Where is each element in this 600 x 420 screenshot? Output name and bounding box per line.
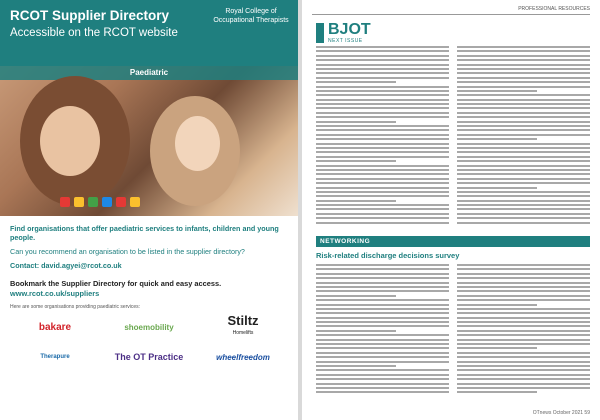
networking-label: NETWORKING	[316, 236, 590, 247]
text-line	[457, 138, 537, 140]
text-line	[457, 165, 590, 167]
bjot-article-body	[316, 46, 590, 224]
text-line	[316, 222, 449, 224]
products-caption: Here are some organisations providing paediatric services:	[10, 304, 141, 310]
text-line	[457, 365, 590, 367]
text-line	[316, 352, 449, 354]
text-line	[457, 50, 590, 52]
text-line	[316, 160, 396, 162]
text-line	[457, 156, 590, 158]
text-line	[457, 325, 590, 327]
text-line	[316, 200, 396, 202]
text-line	[457, 46, 590, 48]
text-line	[316, 308, 449, 310]
text-line	[457, 134, 590, 136]
text-line	[316, 107, 449, 109]
text-line	[457, 387, 590, 389]
bjot-column-right	[457, 46, 590, 224]
text-line	[457, 182, 590, 184]
text-line	[316, 187, 449, 189]
bakare-logo[interactable]: bakare	[38, 321, 72, 333]
text-line	[457, 334, 590, 336]
text-line	[316, 365, 396, 367]
text-line	[457, 72, 590, 74]
text-line	[316, 321, 449, 323]
text-line	[457, 290, 590, 292]
text-line	[457, 282, 590, 284]
text-line	[316, 90, 449, 92]
text-line	[316, 178, 449, 180]
text-line	[316, 286, 449, 288]
text-line	[316, 156, 449, 158]
text-line	[457, 112, 590, 114]
text-line	[316, 129, 449, 131]
text-line	[316, 182, 449, 184]
text-line	[457, 160, 590, 162]
text-line	[316, 361, 449, 363]
text-line	[316, 81, 396, 83]
left-page	[0, 0, 298, 420]
text-line	[457, 208, 590, 210]
text-line	[316, 191, 449, 193]
text-line	[316, 343, 449, 345]
text-line	[316, 125, 449, 127]
text-line	[457, 304, 537, 306]
text-line	[457, 77, 590, 79]
text-line	[457, 200, 590, 202]
stiltz-logo[interactable]	[198, 313, 288, 338]
text-line	[316, 77, 449, 79]
networking-column-right	[457, 264, 590, 393]
text-line	[457, 195, 590, 197]
networking-title: Risk-related discharge decisions survey	[316, 251, 460, 260]
text-line	[457, 213, 590, 215]
bookmark-text: Bookmark the Supplier Directory for quick and easy access.	[10, 279, 222, 288]
text-line	[316, 312, 449, 314]
shoemobility-logo[interactable]: shoemobility	[124, 322, 174, 332]
text-line	[316, 173, 449, 175]
text-line	[457, 330, 590, 332]
text-line	[457, 204, 590, 206]
family-playing-photo	[0, 66, 298, 216]
text-line	[316, 147, 449, 149]
text-line	[316, 378, 449, 380]
text-line	[316, 169, 449, 171]
text-line	[316, 334, 449, 336]
text-line	[316, 165, 449, 167]
supplier-directory-banner	[0, 0, 298, 66]
text-line	[316, 112, 449, 114]
text-line	[457, 383, 590, 385]
text-line	[457, 277, 590, 279]
therapure-logo[interactable]: Therapure	[40, 354, 70, 360]
text-line	[457, 312, 590, 314]
text-line	[457, 68, 590, 70]
text-line	[316, 268, 449, 270]
text-line	[316, 299, 449, 301]
text-line	[457, 64, 590, 66]
find-text: Find organisations that offer paediatric services to infants, children and young people.	[10, 224, 279, 242]
rcot-logo-text: Royal College of Occupational Therapists	[213, 8, 289, 24]
text-line	[457, 343, 590, 345]
text-line	[316, 264, 449, 266]
page-folio: OTnews October 2021 59	[532, 410, 590, 416]
networking-section	[316, 236, 590, 393]
text-line	[316, 290, 449, 292]
banner-subtitle: Accessible on the RCOT website	[10, 27, 178, 39]
text-line	[457, 151, 590, 153]
child-face	[175, 116, 220, 171]
text-line	[316, 282, 449, 284]
text-line	[316, 64, 449, 66]
text-line	[316, 195, 449, 197]
find-section	[0, 216, 298, 270]
text-line	[316, 116, 449, 118]
text-line	[457, 264, 590, 266]
text-line	[457, 295, 590, 297]
text-line	[316, 339, 449, 341]
paediatric-tag: Paediatric	[0, 66, 298, 80]
text-line	[457, 94, 590, 96]
bjot-column-left	[316, 46, 449, 224]
text-line	[316, 94, 449, 96]
text-line	[457, 59, 590, 61]
text-line	[457, 187, 537, 189]
text-line	[316, 86, 449, 88]
text-line	[457, 369, 590, 371]
right-page	[302, 0, 600, 420]
text-line	[457, 321, 590, 323]
text-line	[316, 217, 449, 219]
text-line	[457, 286, 590, 288]
text-line	[316, 295, 396, 297]
text-line	[457, 147, 590, 149]
text-line	[457, 103, 590, 105]
bjot-subtitle: NEXT ISSUE	[328, 38, 363, 44]
text-line	[457, 378, 590, 380]
text-line	[316, 277, 449, 279]
text-line	[457, 99, 590, 101]
toy-blocks	[60, 194, 200, 208]
text-line	[316, 208, 449, 210]
text-line	[316, 347, 449, 349]
text-line	[457, 116, 590, 118]
networking-body	[316, 264, 590, 393]
text-line	[457, 143, 590, 145]
text-line	[457, 356, 590, 358]
text-line	[457, 121, 590, 123]
text-line	[457, 125, 590, 127]
text-line	[316, 317, 449, 319]
text-line	[457, 191, 590, 193]
text-line	[457, 81, 590, 83]
text-line	[316, 391, 449, 393]
text-line	[457, 86, 590, 88]
stiltz-logo-name: Stiltz	[227, 313, 259, 328]
text-line	[457, 90, 537, 92]
text-line	[316, 273, 449, 275]
text-line	[316, 50, 449, 52]
text-line	[457, 169, 590, 171]
wheelfreedom-logo[interactable]: wheelfreedom	[216, 352, 270, 362]
text-line	[457, 107, 590, 109]
stiltz-logo-sub: Homelifts	[232, 330, 254, 336]
text-line	[316, 68, 449, 70]
text-line	[316, 204, 449, 206]
text-line	[457, 268, 590, 270]
recommend-text: Can you recommend an organisation to be listed in the supplier directory?	[10, 247, 245, 256]
text-line	[316, 369, 449, 371]
bookmark-section	[0, 275, 298, 298]
text-line	[316, 72, 449, 74]
text-line	[316, 103, 449, 105]
text-line	[316, 213, 449, 215]
text-line	[457, 273, 590, 275]
banner-title: RCOT Supplier Directory	[10, 8, 170, 23]
networking-column-left	[316, 264, 449, 393]
text-line	[316, 330, 396, 332]
text-line	[316, 151, 449, 153]
bjot-title: BJOT	[328, 21, 371, 38]
contact-email[interactable]: Contact: david.agyei@rcot.co.uk	[10, 261, 122, 270]
section-header: PROFESSIONAL RESOURCES	[312, 6, 590, 15]
text-line	[457, 173, 590, 175]
text-line	[316, 55, 449, 57]
text-line	[316, 304, 449, 306]
text-line	[316, 138, 449, 140]
woman-face	[40, 106, 100, 176]
text-line	[316, 387, 449, 389]
bjot-accent-bar	[316, 23, 324, 43]
text-line	[316, 374, 449, 376]
text-line	[457, 352, 590, 354]
text-line	[316, 99, 449, 101]
supplier-logos	[0, 310, 298, 368]
text-line	[457, 299, 590, 301]
text-line	[457, 129, 590, 131]
text-line	[316, 59, 449, 61]
text-line	[316, 356, 449, 358]
text-line	[316, 143, 449, 145]
text-line	[457, 361, 590, 363]
text-line	[457, 391, 537, 393]
text-line	[457, 217, 590, 219]
text-line	[457, 178, 590, 180]
text-line	[457, 339, 590, 341]
bjot-masthead	[316, 22, 371, 44]
text-line	[316, 46, 449, 48]
text-line	[457, 308, 590, 310]
text-line	[457, 374, 590, 376]
ot-practice-logo[interactable]: The OT Practice	[114, 352, 184, 362]
text-line	[457, 222, 590, 224]
text-line	[457, 317, 590, 319]
text-line	[316, 383, 449, 385]
text-line	[457, 55, 590, 57]
text-line	[316, 121, 396, 123]
supplier-url-link[interactable]: www.rcot.co.uk/suppliers	[10, 288, 100, 298]
text-line	[316, 134, 449, 136]
text-line	[457, 347, 537, 349]
text-line	[316, 325, 449, 327]
